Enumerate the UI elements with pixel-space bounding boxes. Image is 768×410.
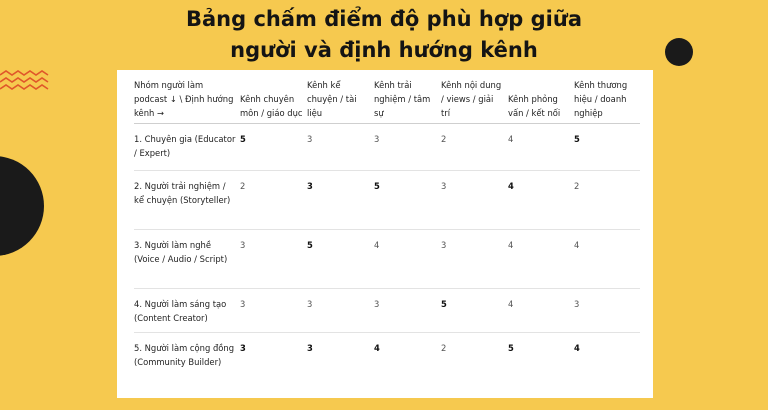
score-cell: 2 xyxy=(441,343,447,353)
zigzag-decoration-icon xyxy=(0,70,50,90)
score-cell: 4 xyxy=(508,171,574,230)
circle-decoration-icon xyxy=(665,38,693,66)
page-title-line-2: người và định hướng kênh xyxy=(230,38,538,62)
table-row xyxy=(134,171,640,230)
table-row xyxy=(134,333,640,388)
score-cell: 3 xyxy=(240,289,307,333)
score-cell: 2 xyxy=(240,171,307,230)
table-row xyxy=(134,230,640,289)
score-cell: 3 xyxy=(307,343,313,353)
page-title-line-1: Bảng chấm điểm độ phù hợp giữa xyxy=(186,7,582,31)
table-row xyxy=(134,124,640,171)
score-cell: 2 xyxy=(574,171,640,230)
column-header: Kênh thương hiệu / doanh nghiệp xyxy=(574,78,640,124)
corner-header: Nhóm người làm podcast ↓ \ Định hướng kênh → xyxy=(134,78,240,124)
score-cell: 5 xyxy=(508,343,514,353)
score-cell: 3 xyxy=(441,171,508,230)
column-header: Kênh phỏng vấn / kết nối xyxy=(508,78,574,124)
score-cell: 3 xyxy=(240,230,307,289)
score-cell: 4 xyxy=(508,230,574,289)
half-circle-decoration-icon xyxy=(0,156,44,256)
score-cell: 5 xyxy=(374,171,441,230)
page-title xyxy=(0,4,768,66)
row-label: 2. Người trải nghiệm / kể chuyện (Storyteller) xyxy=(134,171,240,230)
row-label: 1. Chuyên gia (Educator / Expert) xyxy=(134,124,240,171)
score-cell: 5 xyxy=(574,124,640,171)
score-table-card xyxy=(117,70,653,398)
score-cell: 4 xyxy=(374,230,441,289)
score-table xyxy=(134,78,640,387)
score-cell: 4 xyxy=(374,343,380,353)
score-cell: 4 xyxy=(574,230,640,289)
column-header: Kênh kể chuyện / tài liệu xyxy=(307,78,374,124)
column-header: Kênh trải nghiệm / tâm sự xyxy=(374,78,441,124)
score-cell: 2 xyxy=(441,124,508,171)
score-cell: 3 xyxy=(441,230,508,289)
column-header: Kênh nội dung / views / giải trí xyxy=(441,78,508,124)
score-cell: 5 xyxy=(307,230,374,289)
score-cell: 3 xyxy=(574,289,640,333)
row-label: 4. Người làm sáng tạo (Content Creator) xyxy=(134,289,240,333)
score-cell: 3 xyxy=(374,289,441,333)
column-header: Kênh chuyên môn / giáo dục xyxy=(240,78,307,124)
score-cell: 5 xyxy=(441,289,508,333)
score-cell: 4 xyxy=(508,124,574,171)
table-row xyxy=(134,289,640,333)
score-cell: 3 xyxy=(307,124,374,171)
score-cell: 4 xyxy=(574,343,580,353)
table-header-row xyxy=(134,78,640,124)
score-cell: 3 xyxy=(307,289,374,333)
row-label: 5. Người làm cộng đồng (Community Builder) xyxy=(134,343,235,367)
score-cell: 3 xyxy=(374,124,441,171)
score-cell: 3 xyxy=(307,171,374,230)
score-cell: 4 xyxy=(508,289,574,333)
score-cell: 5 xyxy=(240,124,307,171)
score-cell: 3 xyxy=(240,343,246,353)
row-label: 3. Người làm nghề (Voice / Audio / Script) xyxy=(134,230,240,289)
